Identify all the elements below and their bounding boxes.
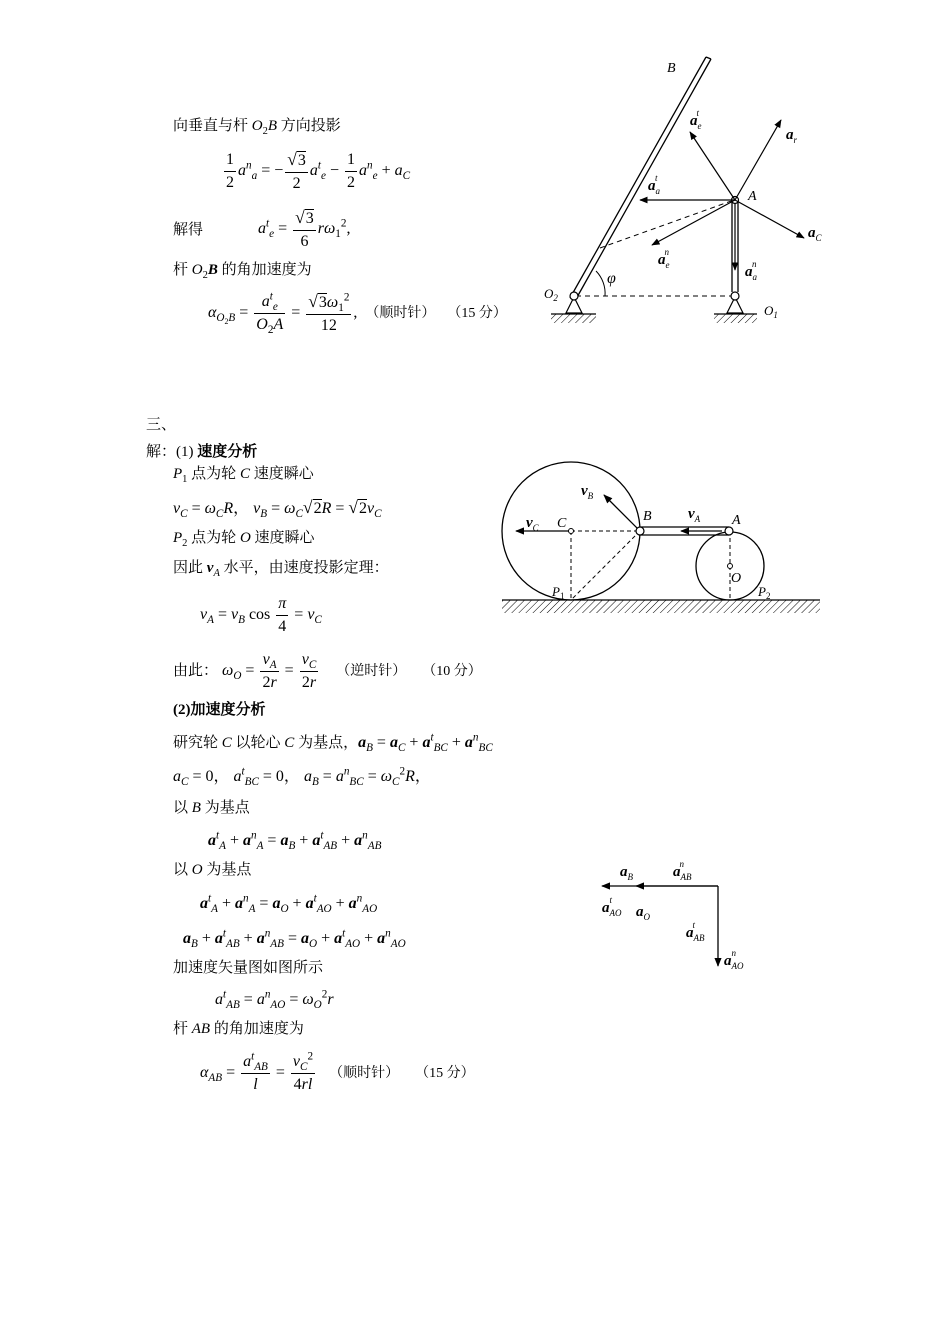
base-point-o-line: 以 O 为基点: [173, 862, 252, 878]
equation-alpha-o2b: $\alpha_{O_2B}$ = $\frac{a^t_e}{O_2A}$ = $\frac{√3\omega_1^2}{12}$ , （顺时针） （15 分）: [208, 290, 507, 336]
label-aB: $a_B$: [620, 864, 633, 882]
label-aa-t: $a_at$: [648, 173, 660, 196]
label-va: $v_A$: [688, 506, 701, 524]
rod-o2b-edge2: [576, 59, 711, 299]
equation-base-b: $a^t_A + a^n_A = a_B + a^t_{AB} + a^n_{AB}$: [208, 829, 382, 853]
label-ar: $a_r$: [786, 127, 798, 145]
solve-label: 解得: [173, 222, 204, 238]
vector-ae-t: [690, 132, 735, 200]
label-C: C: [557, 516, 567, 531]
vector-ac: [735, 200, 804, 238]
label-O2: $O_2$: [544, 286, 558, 303]
angular-acc-ab-line: 杆 AB 的角加速度为: [173, 1021, 304, 1037]
label-vc: $v_C$: [526, 515, 539, 533]
base-point-c-line: 研究轮 C 以轮心 C 为基点，$a_B = a_C + a^t_{BC} + a^n_{BC}$: [173, 731, 493, 755]
pin-o1: [731, 292, 739, 300]
ground-hatch: [502, 600, 820, 613]
equation-ac-zero: $a_C = 0$， $a^t_{BC} = 0$， $a_B = a^n_{BC} = \omega_C^2R$，: [173, 765, 431, 789]
label-A2: A: [732, 513, 741, 528]
section-heading: 三、: [146, 417, 177, 433]
label-aAO-t: $a_{AO}t$: [602, 895, 622, 918]
pin-o: [728, 564, 733, 569]
vector-diagram-line: 加速度矢量图如图所示: [173, 960, 324, 976]
angular-acc-line: 杆 $O_2B$ 的角加速度为: [173, 262, 312, 281]
ground-o2: [551, 314, 596, 323]
label-P1: $P_1$: [552, 584, 565, 601]
label-ae-n: $a_en$: [658, 247, 670, 270]
label-B2: B: [643, 509, 652, 524]
projection-theorem-line: 因此 $v_A$ 水平，由速度投影定理：: [173, 560, 389, 579]
equation-alpha-ab: $\alpha_{AB}$ = $\frac{a^t_{AB}}{l}$ = $\frac{v_C^2}{4rl}$ （顺时针） （15 分）: [200, 1050, 475, 1093]
vector-vb: [604, 495, 640, 531]
label-aAB-t: $a_{AB}t$: [686, 920, 705, 943]
label-ac: $a_C$: [808, 225, 822, 243]
equation-omega-o: 由此： $\omega_O$ = $\frac{v_A}{2r}$ = $\frac{v_C}{2r}$ （逆时针） （10 分）: [173, 651, 482, 691]
label-aO: $a_O$: [636, 904, 650, 922]
projection-line: 向垂直与杆 $O_2B$ 方向投影: [173, 118, 341, 137]
ground-o1: [714, 314, 757, 323]
pin-c: [569, 529, 574, 534]
label-O1: $O_1$: [764, 303, 778, 320]
acceleration-analysis-heading: (2)加速度分析: [173, 702, 266, 718]
equation-projection: $\frac{1}{2}$ $a^n_a$ = − $\frac{√3}{2}$ $a^t_e$ − $\frac{1}{2}$ $a^n_e + a_C$: [226, 149, 411, 192]
pin-a2: [725, 527, 733, 535]
label-aa-n: $a_an$: [745, 259, 757, 282]
equation-base-o: $a^t_A + a^n_A = a_O + a^t_{AO} + a^n_{AO}$: [200, 892, 378, 916]
vector-ar: [735, 120, 781, 200]
equation-combined: $a_B + a^t_{AB} + a^n_{AB} = a_O + a^t_{AO} + a^n_{AO}$: [183, 927, 406, 951]
equation-aab-t: $a^t_{AB} = a^n_{AO} = \omega_O^2r$: [215, 988, 334, 1012]
label-aAO-n: $a_{AO}n$: [724, 948, 744, 971]
label-ae-t: $a_et$: [690, 108, 702, 131]
velocity-analysis-heading: 解：(1) 速度分析: [146, 444, 258, 460]
label-P2: $P_2$: [758, 584, 771, 601]
base-point-b-line: 以 B 为基点: [173, 800, 250, 816]
p1-line: $P_1$ 点为轮 C 速度瞬心: [173, 466, 314, 485]
rod-o2b-edge1: [570, 57, 706, 298]
figure-acceleration-diagram: [590, 850, 770, 975]
dashed-b-p1: [571, 531, 640, 600]
label-O: O: [731, 571, 742, 586]
equation-vc-vb: $v_C = \omega_CR$， $v_B = \omega_C√2R = √2v_C$: [173, 497, 382, 521]
vector-ae-n: [652, 200, 735, 245]
pin-b: [636, 527, 644, 535]
dashed-o2a: [600, 200, 734, 248]
equation-va: $v_A = v_B$ cos $\frac{\pi}{4}$ = $v_C$: [200, 595, 322, 635]
label-aAB-n: $a_{AB}n$: [673, 859, 692, 882]
figure-linkage-acceleration: [540, 50, 850, 340]
label-vb: $v_B$: [581, 483, 594, 501]
angle-arc: [596, 271, 605, 296]
pin-o2: [570, 292, 578, 300]
figure-wheels-velocity: [495, 460, 830, 620]
label-phi: φ: [607, 270, 616, 287]
p2-line: $P_2$ 点为轮 O 速度瞬心: [173, 530, 315, 549]
label-B: B: [667, 61, 676, 76]
equation-ae-t: $a^t_e$ = $\frac{√3}{6}$ $r\omega_1^2$,: [258, 207, 351, 250]
label-A: A: [748, 189, 757, 204]
